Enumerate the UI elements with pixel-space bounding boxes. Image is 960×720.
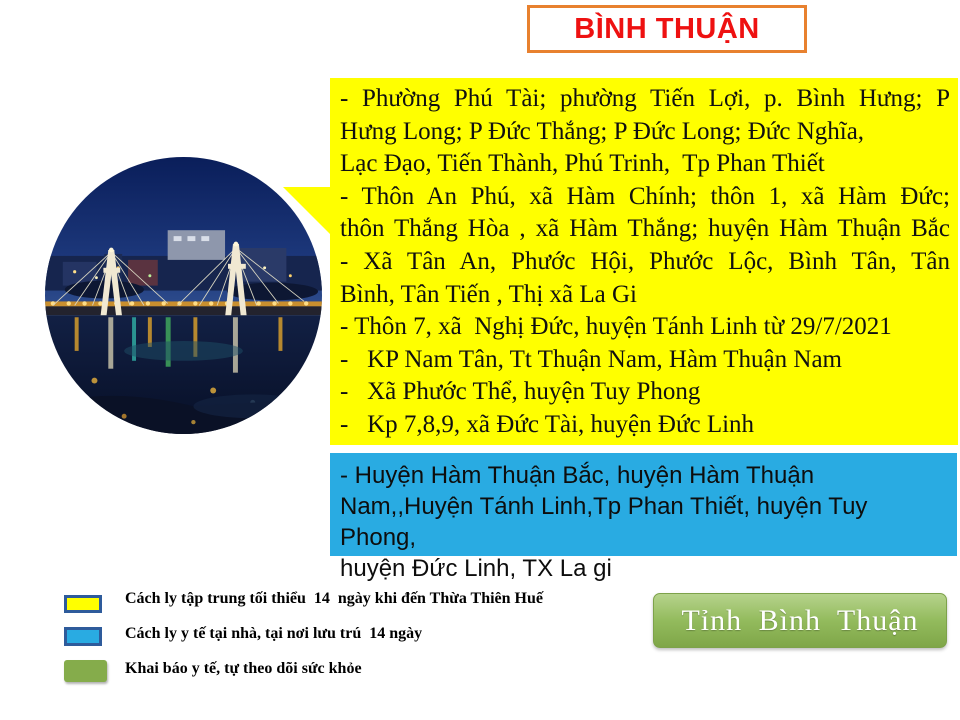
zone-line: - Xã Tân An, Phước Hội, Phước Lộc, Bình Tân, Tân — [340, 247, 950, 275]
legend-label-home-quarantine: Cách ly y tế tại nhà, tại nơi lưu trú 14 ngày — [125, 625, 423, 642]
legend-swatch-yellow — [64, 595, 102, 613]
zone-line: - Kp 7,8,9, xã Đức Tài, huyện Đức Linh — [340, 410, 755, 438]
districts-blue-box — [330, 453, 957, 582]
zone-line: - Thôn An Phú, xã Hàm Chính; thôn 1, xã Hàm Đức; — [340, 182, 950, 210]
legend-label-health-declaration: Khai báo y tế, tự theo dõi sức khỏe — [125, 660, 362, 677]
zone-line: - Xã Phước Thể, huyện Tuy Phong — [340, 378, 701, 406]
district-line: Nam,,Huyện Tánh Linh,Tp Phan Thiết, huyện Tuy Phong, — [340, 493, 875, 551]
zone-line: - Phường Phú Tài; phường Tiến Lợi, p. Bình Hưng; P — [340, 85, 950, 112]
zone-line: Lạc Đạo, Tiến Thành, Phú Trinh, Tp Phan Thiết — [340, 150, 825, 178]
bridge-deck — [45, 301, 322, 315]
district-line: huyện Đức Linh, TX La gi — [340, 555, 612, 582]
bridge-night-photo — [45, 157, 322, 434]
zone-line: Bình, Tân Tiến , Thị xã La Gi — [340, 280, 637, 308]
zone-line: thôn Thắng Hòa , xã Hàm Thắng; huyện Hàm Thuận Bắc — [340, 215, 950, 243]
province-button[interactable] — [653, 593, 947, 648]
province-title: BÌNH THUẬN — [574, 12, 760, 45]
province-button-label: Tỉnh Bình Thuận — [681, 603, 919, 637]
legend-swatch-blue — [64, 627, 102, 646]
legend-swatch-green — [64, 660, 107, 682]
quarantine-zones-yellow-box — [330, 78, 958, 445]
province-title-box — [527, 5, 807, 53]
district-line: - Huyện Hàm Thuận Bắc, huyện Hàm Thuận — [340, 462, 815, 489]
zone-line: - Thôn 7, xã Nghị Đức, huyện Tánh Linh từ 29/7/2021 — [340, 313, 892, 341]
region-photo — [45, 157, 322, 434]
zone-line: Hưng Long; P Đức Thắng; P Đức Long; Đức Nghĩa, — [340, 117, 865, 145]
legend-label-centralized-quarantine: Cách ly tập trung tối thiểu 14 ngày khi đến Thừa Thiên Huế — [125, 590, 543, 607]
zone-line: - KP Nam Tân, Tt Thuận Nam, Hàm Thuận Nam — [340, 345, 843, 373]
